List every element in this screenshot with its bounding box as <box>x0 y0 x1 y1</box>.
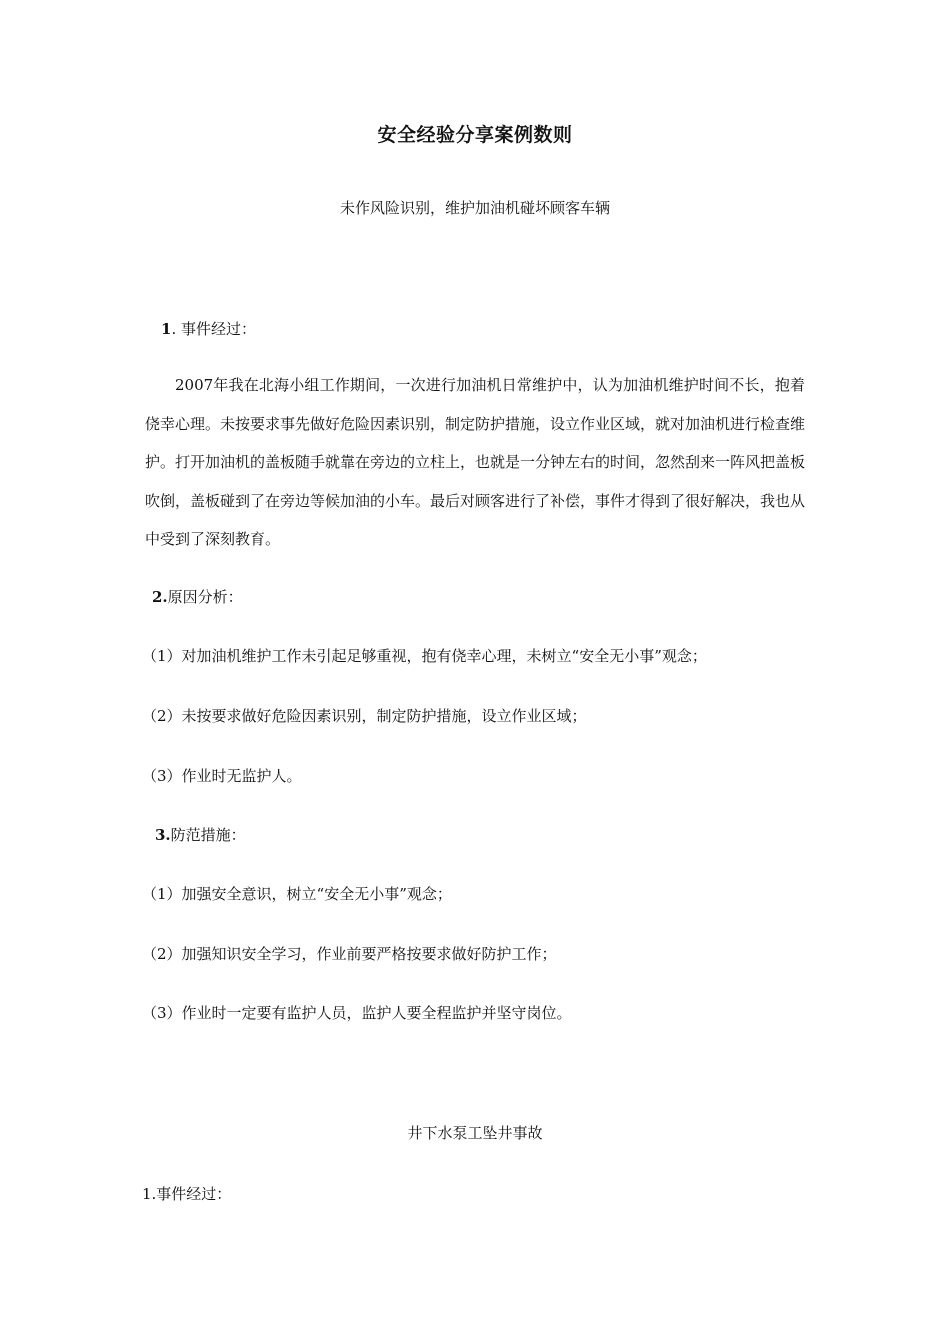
case1-section3-number: 3. <box>155 826 171 844</box>
case1-measure-item: （2）加强知识安全学习，作业前要严格按要求做好防护工作； <box>142 945 557 963</box>
case2-title: 井下水泵工坠井事故 <box>407 1124 543 1142</box>
case1-section2-heading <box>152 586 243 607</box>
case1-section3-heading <box>155 824 246 845</box>
case1-measure-item: （3）作业时一定要有监护人员，监护人要全程监护并坚守岗位。 <box>142 1004 572 1022</box>
case1-section3-label: 防范措施： <box>170 826 246 844</box>
case1-section1-number: 1 <box>161 320 172 338</box>
case1-section1-label: . 事件经过： <box>171 320 256 338</box>
case1-title: 未作风险识别，维护加油机碰坏顾客车辆 <box>339 199 610 217</box>
case1-measure-item: （1）加强安全意识，树立“安全无小事”观念； <box>142 885 452 903</box>
case1-section1-body: 2007年我在北海小组工作期间，一次进行加油机日常维护中，认为加油机维护时间不长，抱着侥幸心理。未按要求事先做好危险因素识别，制定防护措施，设立作业区域，就对加油机进行检查维护。打开加油机的盖板随手就靠在旁边的立柱上，也就是一分钟左右的时间，忽然刮来一阵风把盖板吹倒，盖板碰到了在旁边等候加油的小车。最后对顾客进行了补偿，事件才得到了很好解决，我也从中受到了深刻教育。 <box>145 376 806 548</box>
case1-cause-item: （1）对加油机维护工作未引起足够重视，抱有侥幸心理，未树立“安全无小事”观念； <box>142 647 707 665</box>
case2-section1-heading: 1.事件经过： <box>142 1185 232 1203</box>
case1-cause-item: （3）作业时无监护人。 <box>142 767 302 785</box>
case1-section2-number: 2. <box>152 588 168 606</box>
document-title: 安全经验分享案例数则 <box>377 124 573 146</box>
case1-section1-heading <box>161 318 256 339</box>
case1-section2-label: 原因分析： <box>167 588 243 606</box>
case1-cause-item: （2）未按要求做好危险因素识别，制定防护措施，设立作业区域； <box>142 707 587 725</box>
